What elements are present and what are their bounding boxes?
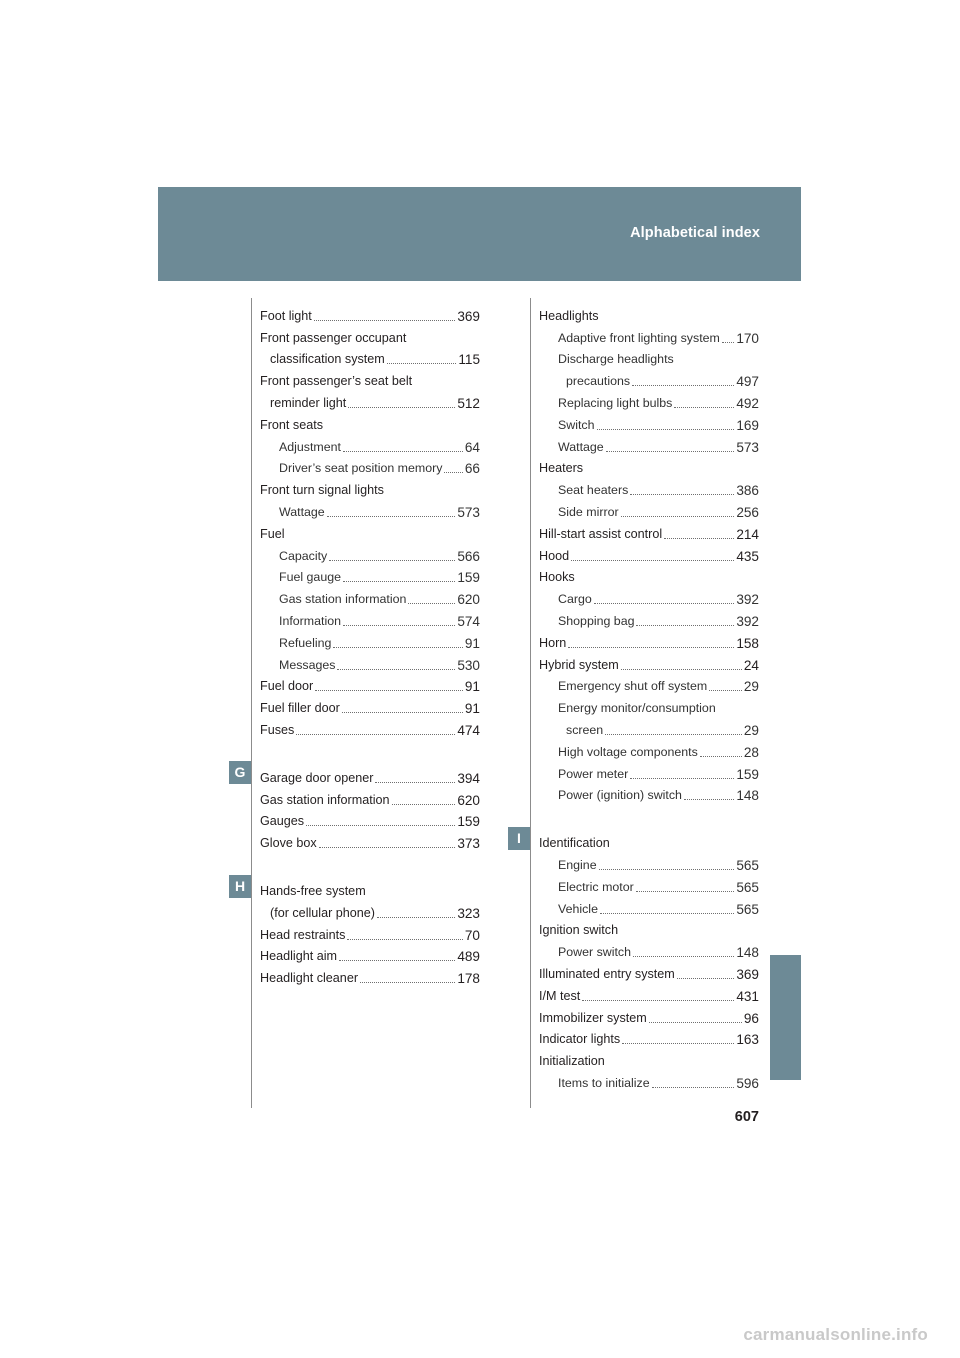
index-entry[interactable] [539,608,759,630]
dot-leader [319,847,456,848]
index-entry[interactable] [539,1027,759,1049]
index-page-ref[interactable]: 148 [736,788,759,804]
section-gap [260,739,480,765]
dot-leader [568,647,734,648]
index-term: Hybrid system [539,657,619,672]
index-entry[interactable] [539,761,759,783]
index-entry[interactable] [260,695,480,717]
index-term: (for cellular phone) [270,905,375,920]
dot-leader [375,782,455,783]
dot-leader [571,560,734,561]
letter-tab-h[interactable]: H [229,875,251,898]
index-term: Vehicle [558,901,598,916]
dot-leader [652,1087,735,1088]
dot-leader [630,778,734,779]
index-term: Gauges [260,814,305,829]
index-entry[interactable] [260,565,480,587]
dot-leader [632,385,734,386]
index-entry [539,918,759,940]
index-page-ref[interactable]: 91 [464,635,480,651]
index-term: Replacing light bulbs [558,395,673,410]
dot-leader [709,690,742,691]
index-page-ref[interactable]: 178 [457,971,480,987]
index-page-ref[interactable]: 29 [743,679,759,695]
dot-leader [343,451,463,452]
index-page-ref[interactable]: 574 [457,613,480,629]
index-page-ref[interactable]: 530 [457,657,480,673]
index-entry[interactable] [260,630,480,652]
dot-leader [674,407,734,408]
dot-leader [597,429,735,430]
index-entry [260,477,480,499]
index-entry[interactable] [539,434,759,456]
index-term: precautions [566,374,631,389]
index-term: reminder light [270,395,347,410]
dot-leader [339,960,455,961]
index-entry[interactable] [539,521,759,543]
index-term: Engine [558,857,597,872]
column-rule-right [530,298,531,1108]
index-entry[interactable] [260,830,480,852]
index-term: Front passenger occupant [260,330,407,345]
index-term: Emergency shut off system [558,679,708,694]
index-page-ref[interactable]: 566 [457,548,480,564]
index-term: Seat heaters [558,483,629,498]
index-entry[interactable] [260,787,480,809]
index-entry[interactable] [260,809,480,831]
dot-leader [337,669,455,670]
dot-leader [606,451,735,452]
dot-leader [329,560,455,561]
index-entry [539,1048,759,1070]
index-page-ref[interactable]: 392 [736,613,759,629]
dot-leader [700,756,742,757]
index-page-ref[interactable]: 369 [457,308,480,324]
index-entry [260,878,480,900]
index-page-ref[interactable]: 28 [743,744,759,760]
dot-leader [621,669,742,670]
section-side-tab[interactable] [770,955,801,1080]
dot-leader [343,581,455,582]
index-entry[interactable] [539,1070,759,1092]
index-term: Immobilizer system [539,1010,647,1025]
index-entry [539,830,759,852]
index-term: Ignition switch [539,923,619,938]
index-entry[interactable] [260,965,480,987]
dot-leader [377,917,455,918]
index-term: Fuel gauge [279,570,342,585]
index-page-ref[interactable]: 573 [736,439,759,455]
index-entry[interactable] [539,390,759,412]
dot-leader [649,1022,742,1023]
index-entry[interactable] [260,900,480,922]
section-gap [260,852,480,878]
index-term: Front turn signal lights [260,483,384,498]
index-entry [539,456,759,478]
index-column-right [539,303,759,1092]
index-term: Switch [558,417,595,432]
index-term: Headlight aim [260,949,338,964]
index-page-ref[interactable]: 256 [736,504,759,520]
index-entry[interactable] [539,874,759,896]
index-page-ref[interactable]: 392 [736,592,759,608]
index-page-ref[interactable]: 565 [736,857,759,873]
index-entry[interactable] [539,674,759,696]
index-entry[interactable] [260,543,480,565]
index-page-ref[interactable]: 497 [736,374,759,390]
dot-leader [582,1000,734,1001]
index-entry[interactable] [539,325,759,347]
index-term: Headlight cleaner [260,971,359,986]
index-term: Discharge headlights [558,352,674,367]
index-entry[interactable] [539,896,759,918]
index-term: Electric motor [558,879,634,894]
index-entry[interactable] [539,543,759,565]
index-term: screen [566,722,604,737]
index-entry[interactable] [539,961,759,983]
index-entry[interactable] [260,586,480,608]
index-page-ref[interactable]: 565 [736,879,759,895]
index-entry[interactable] [539,717,759,739]
index-page-ref[interactable]: 159 [457,570,480,586]
index-term: Hands-free system [260,883,366,898]
index-term: Garage door opener [260,770,374,785]
index-page-ref[interactable]: 159 [457,814,480,830]
index-page-ref[interactable]: 70 [464,927,480,943]
index-term: Front seats [260,417,323,432]
index-page-ref[interactable]: 163 [736,1032,759,1048]
dot-leader [636,891,735,892]
dot-leader [360,982,455,983]
index-entry[interactable] [260,347,480,369]
dot-leader [392,804,456,805]
index-term: Glove box [260,836,317,851]
index-page-ref[interactable]: 386 [736,483,759,499]
index-term: Initialization [539,1054,605,1069]
index-term: Head restraints [260,927,346,942]
index-page-ref[interactable]: 573 [457,504,480,520]
index-page-ref[interactable]: 596 [736,1075,759,1091]
index-page-ref[interactable]: 91 [464,701,480,717]
index-term: Gas station information [260,792,390,807]
index-entry[interactable] [260,434,480,456]
index-page-ref[interactable]: 431 [736,988,759,1004]
index-term: Heaters [539,461,584,476]
index-page-ref[interactable]: 489 [457,949,480,965]
index-entry[interactable] [539,983,759,1005]
dot-leader [605,734,742,735]
index-entry [260,368,480,390]
index-entry[interactable] [260,303,480,325]
index-page-ref[interactable]: 91 [464,679,480,695]
index-entry[interactable] [260,608,480,630]
index-term: Fuses [260,722,295,737]
index-term: Fuel door [260,679,314,694]
index-entry[interactable] [260,456,480,478]
watermark: carmanualsonline.info [743,1325,928,1344]
index-page-ref[interactable]: 158 [736,635,759,651]
index-term: classification system [270,352,385,367]
letter-tab-g[interactable]: G [229,761,251,784]
dot-leader [599,869,735,870]
index-entry[interactable] [539,739,759,761]
index-entry[interactable] [539,852,759,874]
index-term: Foot light [260,308,312,323]
index-page-ref[interactable]: 64 [464,439,480,455]
index-entry[interactable] [260,765,480,787]
index-page-ref[interactable]: 170 [736,330,759,346]
index-entry [539,695,759,717]
index-entry[interactable] [539,783,759,805]
index-page-ref[interactable]: 96 [743,1010,759,1026]
index-term: Fuel filler door [260,701,340,716]
index-page-ref[interactable]: 435 [736,548,759,564]
index-entry[interactable] [260,674,480,696]
index-term: Gas station information [279,592,407,607]
index-page-ref[interactable]: 620 [457,792,480,808]
index-entry [260,412,480,434]
index-term: Horn [539,635,567,650]
index-page-ref[interactable]: 29 [743,722,759,738]
index-page-ref[interactable]: 115 [458,352,480,368]
dot-leader [600,913,734,914]
index-entry[interactable] [539,630,759,652]
index-term: Hood [539,548,570,563]
index-term: Shopping bag [558,613,635,628]
index-page-ref[interactable]: 148 [736,945,759,961]
index-entry [539,347,759,369]
index-page-ref[interactable]: 565 [736,901,759,917]
header-band [158,187,801,281]
dot-leader [664,538,734,539]
index-page-ref[interactable]: 214 [736,526,759,542]
index-term: Headlights [539,308,599,323]
index-entry[interactable] [260,499,480,521]
index-term: Wattage [279,504,325,519]
index-page-ref[interactable]: 24 [743,657,759,673]
index-term: Identification [539,836,610,851]
index-page-ref[interactable]: 394 [457,770,480,786]
index-entry[interactable] [539,499,759,521]
index-entry [539,565,759,587]
index-entry[interactable] [260,944,480,966]
dot-leader [343,625,455,626]
dot-leader [296,734,455,735]
index-entry[interactable] [539,586,759,608]
dot-leader [333,647,463,648]
index-term: Front passenger’s seat belt [260,374,413,389]
page-number: 607 [734,1109,759,1125]
index-page-ref[interactable]: 369 [736,966,759,982]
index-entry[interactable] [260,922,480,944]
index-entry[interactable] [539,412,759,434]
index-entry[interactable] [539,939,759,961]
dot-leader [315,690,463,691]
dot-leader [722,342,734,343]
index-term: Cargo [558,592,592,607]
index-entry[interactable] [260,717,480,739]
index-term: Illuminated entry system [539,966,675,981]
index-entry [260,325,480,347]
page-title: Alphabetical index [630,225,760,241]
dot-leader [314,320,456,321]
index-term: Adaptive front lighting system [558,330,720,345]
index-entry[interactable] [539,477,759,499]
index-entry[interactable] [260,652,480,674]
column-rule-left [251,298,252,1108]
index-term: Capacity [279,548,328,563]
dot-leader [327,516,456,517]
index-entry[interactable] [539,368,759,390]
index-term: Energy monitor/consumption [558,701,716,716]
index-term: Wattage [558,439,604,454]
index-page-ref[interactable]: 512 [457,395,480,411]
section-gap [539,804,759,830]
index-term: Fuel [260,526,285,541]
index-entry [539,303,759,325]
index-term: Adjustment [279,439,341,454]
index-page-ref[interactable]: 169 [736,417,759,433]
dot-leader [594,603,735,604]
index-term: Refueling [279,635,332,650]
dot-leader [636,625,734,626]
dot-leader [348,407,455,408]
dot-leader [387,363,457,364]
dot-leader [342,712,463,713]
index-column-left [260,303,480,987]
index-term: Power switch [558,945,631,960]
dot-leader [306,825,455,826]
dot-leader [444,472,462,473]
index-entry[interactable] [539,652,759,674]
index-term: Driver’s seat position memory [279,461,443,476]
index-entry[interactable] [539,1005,759,1027]
dot-leader [347,939,462,940]
index-term: Information [279,613,341,628]
index-page-ref[interactable]: 159 [736,766,759,782]
letter-tab-i[interactable]: I [508,827,530,850]
index-page-ref[interactable]: 620 [457,592,480,608]
dot-leader [677,978,735,979]
index-term: Hill-start assist control [539,526,663,541]
index-entry [260,521,480,543]
index-page-ref[interactable]: 474 [457,722,480,738]
dot-leader [622,1043,734,1044]
index-term: Hooks [539,570,575,585]
index-term: Power (ignition) switch [558,788,682,803]
index-page-ref[interactable]: 373 [457,836,480,852]
dot-leader [684,799,734,800]
index-page-ref[interactable]: 66 [464,461,480,477]
index-page-ref[interactable]: 323 [457,905,480,921]
index-term: Power meter [558,766,629,781]
index-term: Side mirror [558,504,619,519]
index-term: Indicator lights [539,1032,621,1047]
index-entry[interactable] [260,390,480,412]
index-page-ref[interactable]: 492 [736,395,759,411]
dot-leader [633,956,734,957]
dot-leader [630,494,734,495]
index-term: Items to initialize [558,1075,650,1090]
dot-leader [621,516,735,517]
dot-leader [408,603,455,604]
index-term: Messages [279,657,336,672]
index-term: High voltage components [558,744,698,759]
index-term: I/M test [539,988,581,1003]
